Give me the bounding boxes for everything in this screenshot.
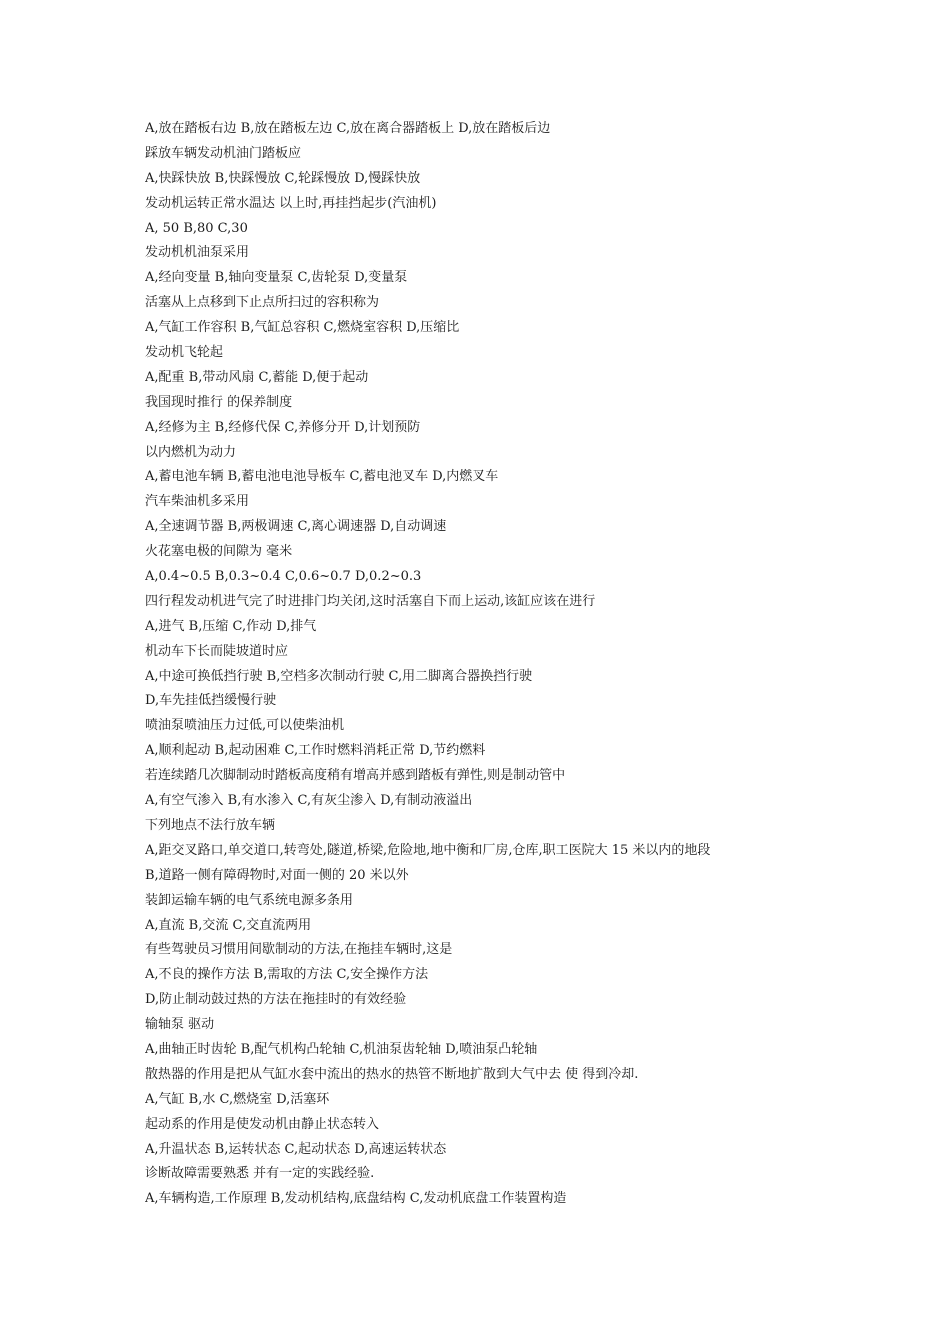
text-line: A,升温状态 B,运转状态 C,起动状态 D,高速运转状态 xyxy=(145,1141,447,1157)
text-line: A,气缸 B,水 C,燃烧室 D,活塞环 xyxy=(145,1091,330,1107)
text-line: 诊断故障需要熟悉 并有一定的实践经验. xyxy=(145,1166,375,1182)
text-line: A, 50 B,80 C,30 xyxy=(145,220,248,236)
text-line: A,气缸工作容积 B,气缸总容积 C,燃烧室容积 D,压缩比 xyxy=(145,320,460,336)
text-line: 以内燃机为动力 xyxy=(145,444,237,460)
text-line: A,经向变量 B,轴向变量泵 C,齿轮泵 D,变量泵 xyxy=(145,270,408,286)
text-line: A,进气 B,压缩 C,作动 D,排气 xyxy=(145,618,317,634)
text-line: A,全速调节器 B,两极调速 C,离心调速器 D,自动调速 xyxy=(145,519,447,535)
text-line: 装卸运输车辆的电气系统电源多条用 xyxy=(145,892,354,908)
text-line: A,直流 B,交流 C,交直流两用 xyxy=(145,917,312,933)
text-line: A,0.4~0.5 B,0.3~0.4 C,0.6~0.7 D,0.2~0.3 xyxy=(145,569,422,585)
text-line: A,中途可换低挡行驶 B,空档多次制动行驶 C,用二脚离合器换挡行驶 xyxy=(145,668,533,684)
text-line: 我国现时推行 的保养制度 xyxy=(145,394,293,410)
text-line: 发动机飞轮起 xyxy=(145,345,224,361)
text-line: A,距交叉路口,单交道口,转弯处,隧道,桥梁,危险地,地中衡和厂房,仓库,职工医院大 15 米以内的地段 xyxy=(145,842,711,858)
text-line: D,车先挂低挡缓慢行驶 xyxy=(145,693,277,709)
text-line: 发动机运转正常水温达 以上时,再挂挡起步(汽油机) xyxy=(145,195,437,211)
text-line: 火花塞电极的间隙为 毫米 xyxy=(145,544,293,560)
text-line: 若连续踏几次脚制动时踏板高度稍有增高并感到踏板有弹性,则是制动管中 xyxy=(145,768,566,784)
text-line: 汽车柴油机多采用 xyxy=(145,494,250,510)
text-line: 踩放车辆发动机油门踏板应 xyxy=(145,145,302,161)
text-line: A,车辆构造,工作原理 B,发动机结构,底盘结构 C,发动机底盘工作装置构造 xyxy=(145,1191,567,1207)
text-line: A,不良的操作方法 B,需取的方法 C,安全操作方法 xyxy=(145,967,429,983)
text-line: 喷油泵喷油压力过低,可以使柴油机 xyxy=(145,718,345,734)
text-line: 输轴泵 驱动 xyxy=(145,1017,215,1033)
text-line: 机动车下长而陡坡道时应 xyxy=(145,643,289,659)
text-line: A,快踩快放 B,快踩慢放 C,轮踩慢放 D,慢踩快放 xyxy=(145,170,421,186)
text-line: A,有空气渗入 B,有水渗入 C,有灰尘渗入 D,有制动液溢出 xyxy=(145,793,473,809)
text-line: A,蓄电池车辆 B,蓄电池电池导板车 C,蓄电池叉车 D,内燃叉车 xyxy=(145,469,499,485)
text-line: 起动系的作用是使发动机由静止状态转入 xyxy=(145,1116,380,1132)
text-line: A,放在踏板右边 B,放在踏板左边 C,放在离合器踏板上 D,放在踏板后边 xyxy=(145,121,551,136)
text-line: 下列地点不法行放车辆 xyxy=(145,817,276,833)
document-body xyxy=(145,117,905,1212)
text-line: A,曲轴正时齿轮 B,配气机构凸轮轴 C,机油泵齿轮轴 D,喷油泵凸轮轴 xyxy=(145,1041,538,1057)
text-line: D,防止制动鼓过热的方法在拖挂时的有效经验 xyxy=(145,992,407,1008)
text-line: 四行程发动机进气完了时进排门均关闭,这时活塞自下而上运动,该缸应该在进行 xyxy=(145,593,596,609)
text-line: A,经修为主 B,经修代保 C,养修分开 D,计划预防 xyxy=(145,419,421,435)
text-line: A,配重 B,带动风扇 C,蓄能 D,便于起动 xyxy=(145,369,369,385)
text-line: 有些驾驶员习惯用间歇制动的方法,在拖挂车辆时,这是 xyxy=(145,942,453,958)
text-line: 发动机机油泵采用 xyxy=(145,245,250,261)
text-line: 散热器的作用是把从气缸水套中流出的热水的热管不断地扩散到大气中去 使 得到冷却. xyxy=(145,1066,639,1082)
text-line: B,道路一侧有障碍物时,对面一侧的 20 米以外 xyxy=(145,867,409,883)
text-line: A,顺利起动 B,起动困难 C,工作时燃料消耗正常 D,节约燃料 xyxy=(145,743,486,759)
text-line: 活塞从上点移到下止点所扫过的容积称为 xyxy=(145,295,380,311)
